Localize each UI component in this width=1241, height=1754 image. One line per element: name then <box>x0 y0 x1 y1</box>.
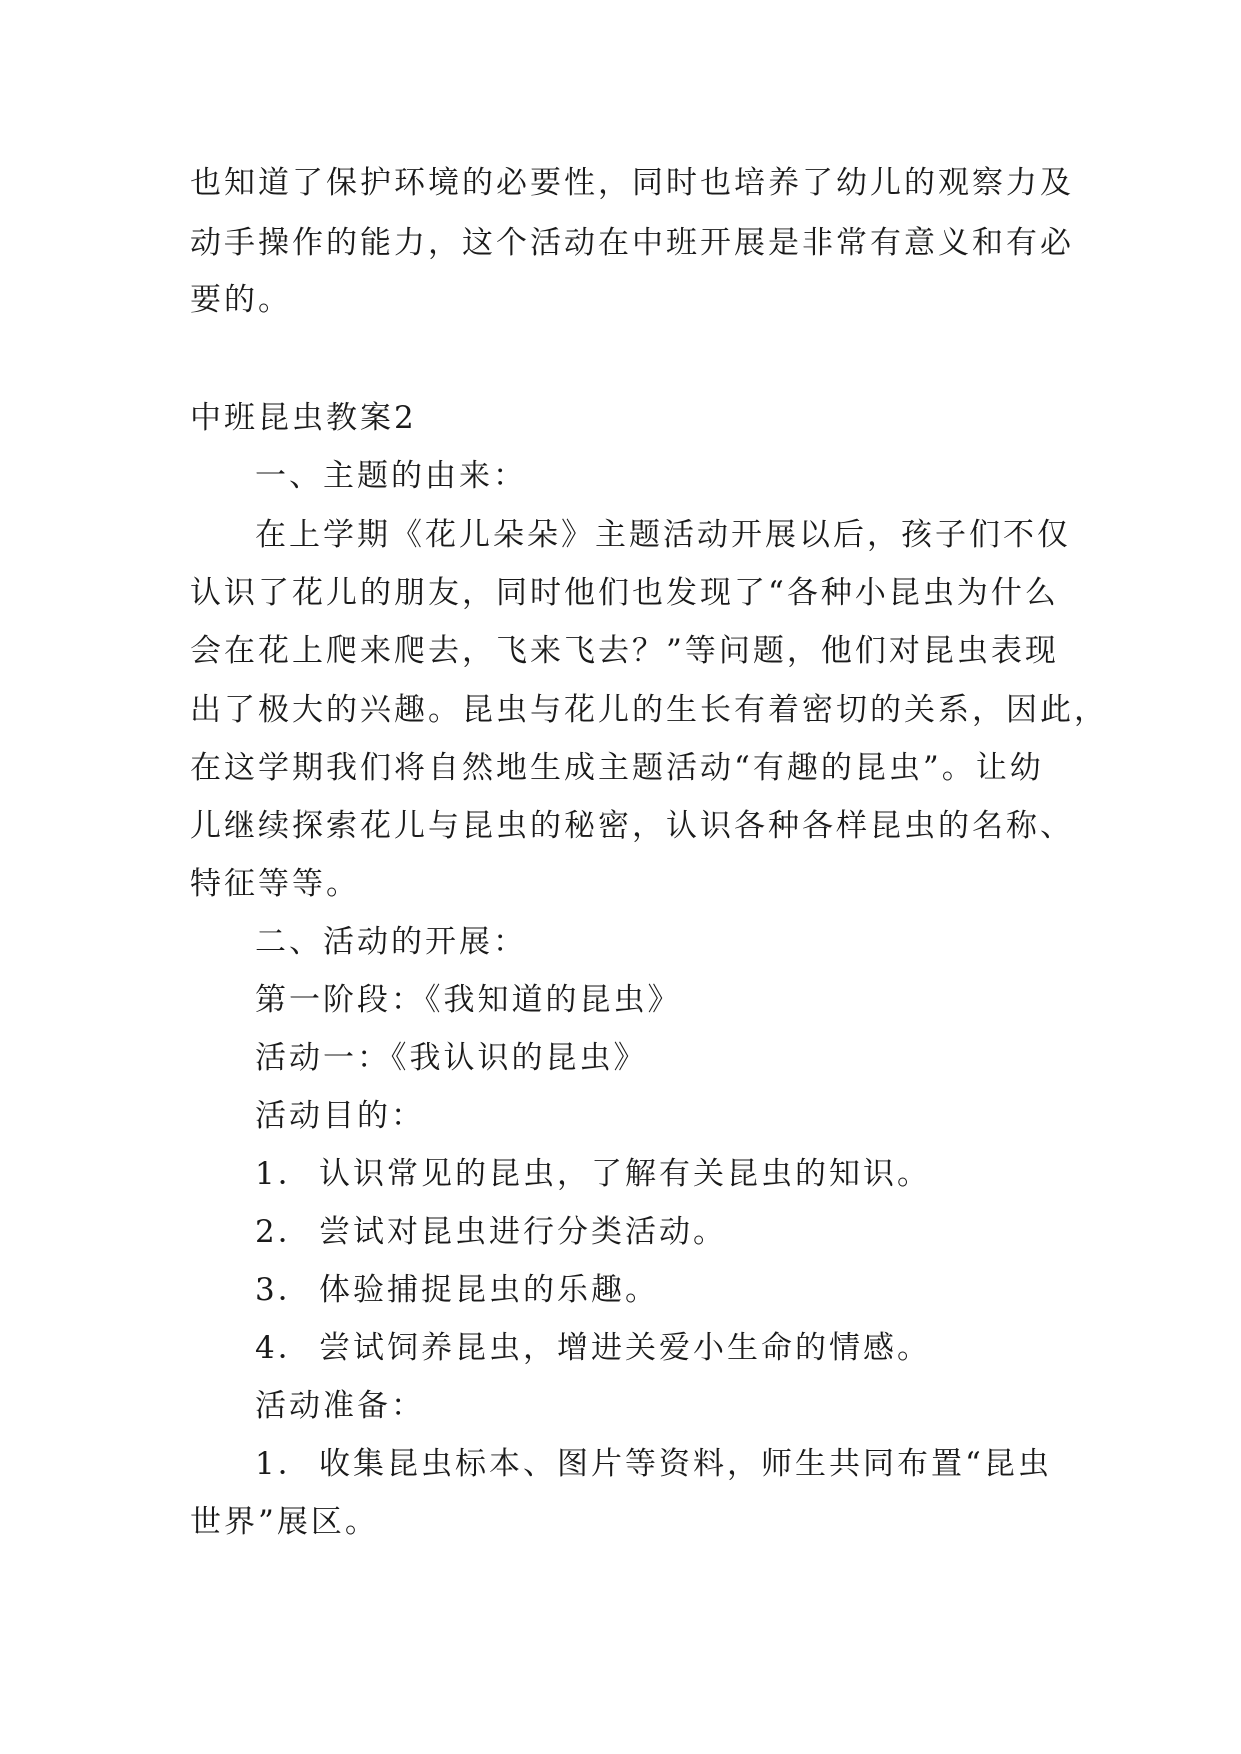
section1-line-5: 在这学期我们将自然地生成主题活动“有趣的昆虫”。让幼 <box>190 750 1044 786</box>
goal-item <box>255 1328 931 1368</box>
section1-heading: 一、主题的由来： <box>255 458 527 494</box>
goal-text: 尝试饲养昆虫，增进关爱小生命的情感。 <box>319 1330 931 1366</box>
activity-title: 活动一：《我认识的昆虫》 <box>255 1040 648 1076</box>
intro-line-2: 动手操作的能力，这个活动在中班开展是非常有意义和有必 <box>190 225 1074 261</box>
goal-item <box>255 1270 659 1310</box>
goal-number: 4． <box>255 1330 312 1366</box>
intro-line-3: 要的。 <box>190 282 292 318</box>
section1-line-6: 儿继续探索花儿与昆虫的秘密，认识各种各样昆虫的名称、 <box>190 808 1074 844</box>
goal-text: 体验捕捉昆虫的乐趣。 <box>319 1272 659 1308</box>
doc-title: 中班昆虫教案2 <box>190 400 417 436</box>
section1-line-2: 认识了花儿的朋友，同时他们也发现了“各种小昆虫为什么 <box>190 575 1059 611</box>
goal-item <box>255 1154 931 1194</box>
stage-title: 第一阶段：《我知道的昆虫》 <box>255 982 682 1018</box>
goal-number: 3． <box>255 1272 312 1308</box>
section1-line-7: 特征等等。 <box>190 866 360 902</box>
goals-heading: 活动目的： <box>255 1098 425 1134</box>
prep-number: 1． <box>255 1446 312 1482</box>
goal-number: 1． <box>255 1156 312 1192</box>
section1-line-3: 会在花上爬来爬去，飞来飞去？”等问题，他们对昆虫表现 <box>190 633 1059 669</box>
goal-text: 认识常见的昆虫，了解有关昆虫的知识。 <box>319 1156 931 1192</box>
goal-number: 2． <box>255 1214 312 1250</box>
prep-heading: 活动准备： <box>255 1388 425 1424</box>
goal-item <box>255 1212 727 1252</box>
intro-line-1: 也知道了保护环境的必要性，同时也培养了幼儿的观察力及 <box>190 165 1074 201</box>
prep-continuation: 世界”展区。 <box>190 1504 379 1540</box>
prep-item <box>255 1444 1052 1484</box>
goal-text: 尝试对昆虫进行分类活动。 <box>319 1214 727 1250</box>
section1-line-1: 在上学期《花儿朵朵》主题活动开展以后，孩子们不仅 <box>255 517 1071 553</box>
section1-line-4: 出了极大的兴趣。昆虫与花儿的生长有着密切的关系，因此， <box>190 692 1108 728</box>
prep-text: 收集昆虫标本、图片等资料，师生共同布置“昆虫 <box>319 1446 1052 1482</box>
section2-heading: 二、活动的开展： <box>255 924 527 960</box>
